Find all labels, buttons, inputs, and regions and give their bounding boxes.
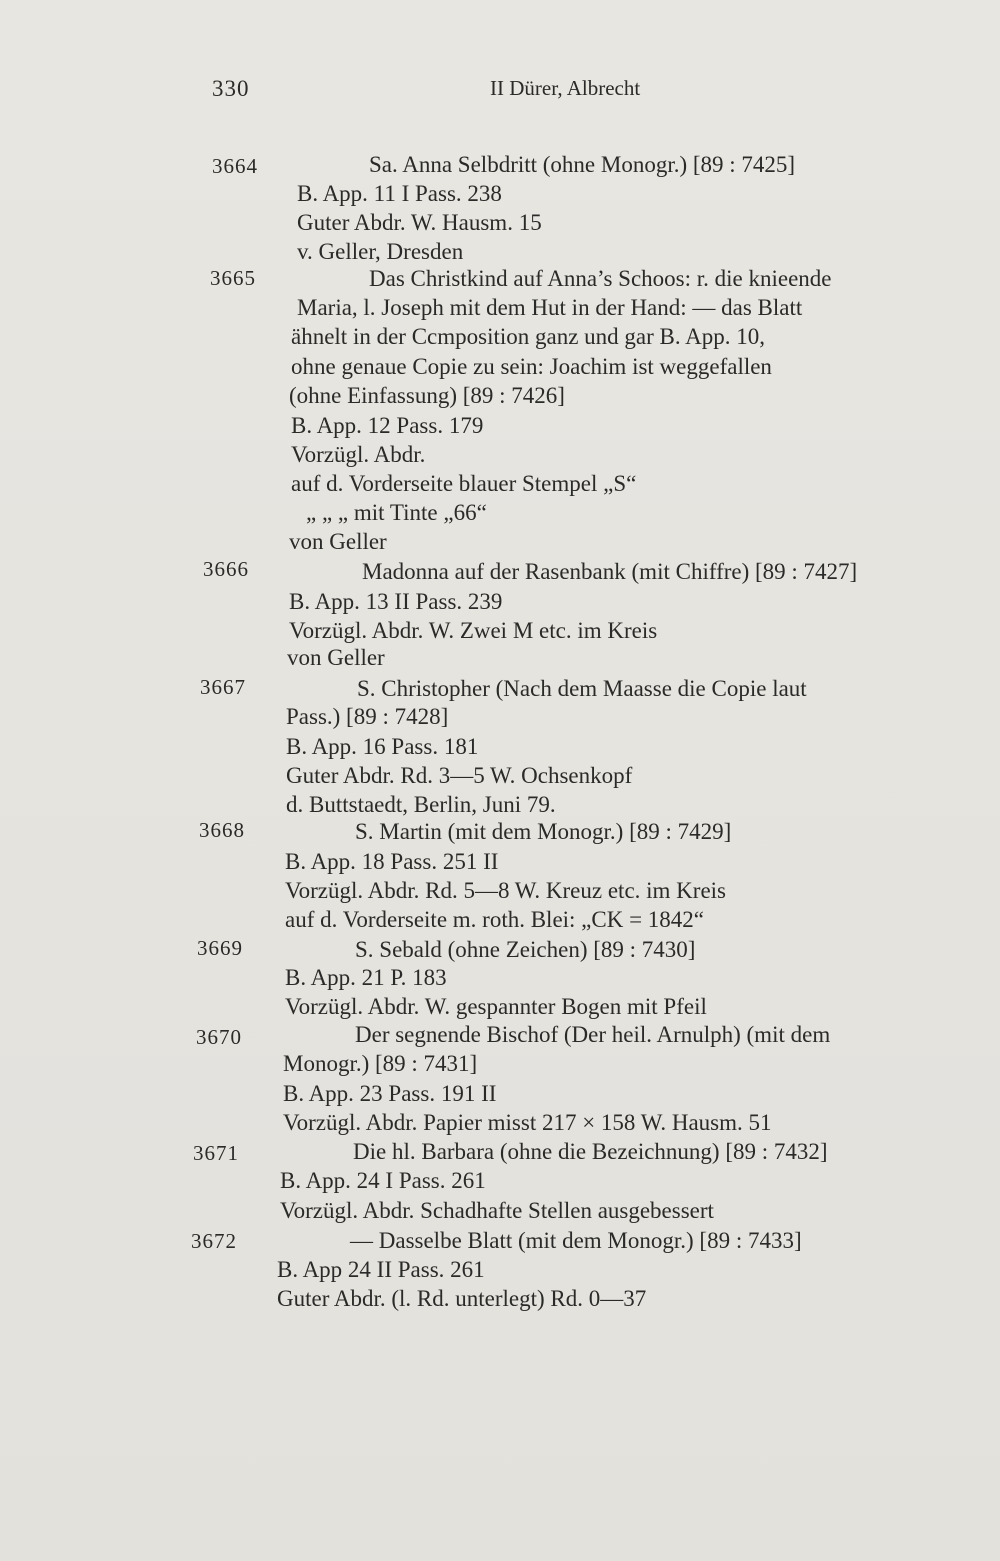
entry-3669-reference: B. App. 21 P. 183 bbox=[285, 965, 447, 990]
entry-3670-reference: B. App. 23 Pass. 191 II bbox=[283, 1081, 497, 1106]
entry-3669-title: S. Sebald (ohne Zeichen) [89 : 7430] bbox=[355, 937, 696, 962]
entry-3665-title-line-5: (ohne Einfassung) [89 : 7426] bbox=[289, 383, 565, 408]
entry-3665-condition: Vorzügl. Abdr. bbox=[291, 442, 426, 467]
entry-3664-title: Sa. Anna Selbdritt (ohne Monogr.) [89 : 7425] bbox=[369, 152, 796, 177]
entry-3667-title-line-1: S. Christopher (Nach dem Maasse die Copie laut bbox=[357, 676, 807, 701]
running-title: II Dürer, Albrecht bbox=[490, 76, 641, 100]
entry-3672-title: — Dasselbe Blatt (mit dem Monogr.) [89 : 7433] bbox=[350, 1228, 802, 1253]
entry-number-3664: 3664 bbox=[212, 154, 258, 178]
entry-3668-note: auf d. Vorderseite m. roth. Blei: „CK = 1842“ bbox=[285, 907, 705, 932]
entry-3665-title-line-3: ähnelt in der Ccmposition ganz und gar B. App. 10, bbox=[291, 324, 765, 349]
entry-number-3672: 3672 bbox=[191, 1229, 237, 1253]
entry-3668-reference: B. App. 18 Pass. 251 II bbox=[285, 849, 499, 874]
entry-3670-condition: Vorzügl. Abdr. Papier misst 217 × 158 W. Hausm. 51 bbox=[283, 1110, 772, 1135]
entry-3670-title-line-2: Monogr.) [89 : 7431] bbox=[283, 1051, 478, 1076]
entry-3669-condition: Vorzügl. Abdr. W. gespannter Bogen mit Pfeil bbox=[285, 994, 707, 1019]
entry-3667-title-line-2: Pass.) [89 : 7428] bbox=[286, 704, 449, 729]
entry-3672-condition: Guter Abdr. (l. Rd. unterlegt) Rd. 0—37 bbox=[277, 1286, 647, 1311]
entry-3666-title: Madonna auf der Rasenbank (mit Chiffre) [89 : 7427] bbox=[362, 559, 858, 584]
entry-number-3665: 3665 bbox=[210, 266, 256, 290]
entry-number-3669: 3669 bbox=[197, 936, 243, 960]
entry-number-3668: 3668 bbox=[199, 818, 245, 842]
page-number: 330 bbox=[212, 76, 250, 101]
entry-3664-provenance: v. Geller, Dresden bbox=[297, 239, 464, 264]
entry-3665-reference: B. App. 12 Pass. 179 bbox=[291, 413, 484, 438]
entry-number-3671: 3671 bbox=[193, 1141, 239, 1165]
entry-3666-provenance: von Geller bbox=[287, 645, 385, 670]
entry-number-3670: 3670 bbox=[196, 1025, 242, 1049]
entry-3672-reference: B. App 24 II Pass. 261 bbox=[277, 1257, 485, 1282]
entry-3665-provenance: von Geller bbox=[289, 529, 387, 554]
entry-3668-title: S. Martin (mit dem Monogr.) [89 : 7429] bbox=[355, 819, 732, 844]
entry-3668-condition: Vorzügl. Abdr. Rd. 5—8 W. Kreuz etc. im Kreis bbox=[285, 878, 726, 903]
entry-3670-title-line-1: Der segnende Bischof (Der heil. Arnulph) (mit dem bbox=[355, 1022, 831, 1047]
entry-3665-title-line-2: Maria, l. Joseph mit dem Hut in der Hand: — das Blatt bbox=[297, 295, 803, 320]
entry-3665-note-line-1: auf d. Vorderseite blauer Stempel „S“ bbox=[291, 471, 637, 496]
entry-3671-condition: Vorzügl. Abdr. Schadhafte Stellen ausgebessert bbox=[280, 1198, 714, 1223]
entry-3671-title: Die hl. Barbara (ohne die Bezeichnung) [89 : 7432] bbox=[353, 1139, 828, 1164]
entry-3666-reference: B. App. 13 II Pass. 239 bbox=[289, 589, 503, 614]
entry-3667-provenance: d. Buttstaedt, Berlin, Juni 79. bbox=[286, 792, 556, 817]
entry-3664-condition: Guter Abdr. W. Hausm. 15 bbox=[297, 210, 542, 235]
entry-number-3666: 3666 bbox=[203, 557, 249, 581]
entry-3665-note-line-2: „ „ „ mit Tinte „66“ bbox=[306, 500, 487, 525]
entry-3671-reference: B. App. 24 I Pass. 261 bbox=[280, 1168, 486, 1193]
entry-3666-condition: Vorzügl. Abdr. W. Zwei M etc. im Kreis bbox=[289, 618, 658, 643]
entry-3667-reference: B. App. 16 Pass. 181 bbox=[286, 734, 479, 759]
entry-number-3667: 3667 bbox=[200, 675, 246, 699]
entry-3665-title-line-4: ohne genaue Copie zu sein: Joachim ist weggefallen bbox=[291, 354, 772, 379]
entry-3665-title-line-1: Das Christkind auf Anna’s Schoos: r. die knieende bbox=[369, 266, 832, 291]
entry-3664-reference: B. App. 11 I Pass. 238 bbox=[297, 181, 502, 206]
entry-3667-condition: Guter Abdr. Rd. 3—5 W. Ochsenkopf bbox=[286, 763, 633, 788]
